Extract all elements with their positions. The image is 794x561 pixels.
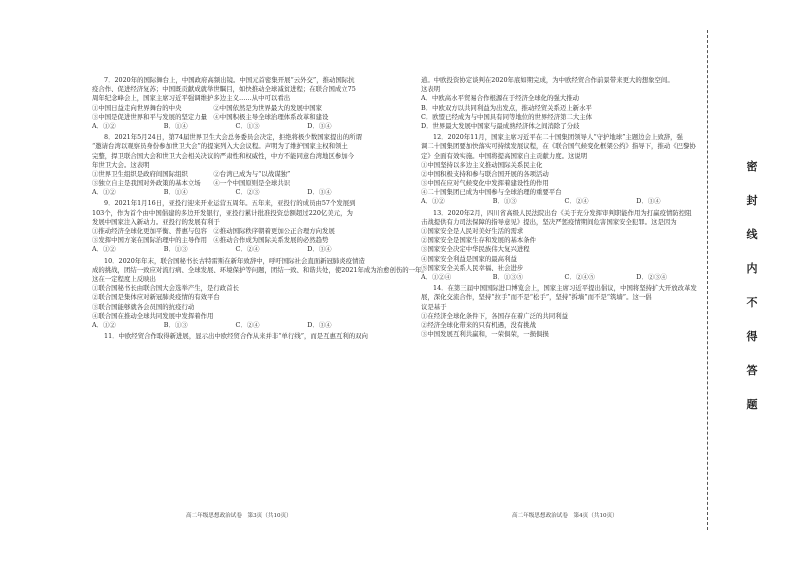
answer-option: A．①② — [421, 197, 445, 206]
text-line: 展，深化交流合作，坚持“拉手”而不是“松手”，坚持“拆墙”而不是“筑墙”。这一倡 — [421, 293, 652, 302]
answer-option: D．③④ — [307, 188, 332, 197]
text-line: 发展中国家注入新动力。亚投行的发展有利于 — [92, 217, 220, 226]
answer-option: A．①② — [92, 245, 116, 254]
text-line: 击战提供有力司法保障的指导意见》提出，坚决严惩疫情期间危害国家安全犯罪。这是因为 — [421, 217, 677, 226]
text-line: 定》全面有效实施。中国将提高国家自主贡献力度。这说明 — [421, 151, 588, 160]
text-line: 年世卫大会。这表明 — [92, 160, 150, 169]
answer-option: B．①④ — [163, 188, 188, 197]
seal-char: 密 — [746, 160, 758, 173]
answer-option: D．③④ — [307, 121, 332, 130]
text-line: 周年纪念峰会上，国家主席习近平强调维护多边主义……从中可以看出 — [92, 94, 291, 103]
question-stem: 12．2020年11月，国家主席习近平在二十国集团领导人“守护地球”主题边会上致辞，强 — [433, 133, 683, 142]
text-line: ③发挥中国方案在国际治理中的主导作用 ④推动合作成为国际关系发展的必然趋势 — [92, 236, 329, 245]
answer-option: D．②③④ — [636, 272, 667, 281]
page-footer-right: 高二年级思想政治试卷 第4页（共10页） — [512, 513, 618, 519]
seal-char: 答 — [746, 364, 758, 377]
answer-option: C．②④ — [235, 320, 260, 329]
answer-options — [92, 321, 379, 330]
answer-option: C．②④ — [564, 197, 589, 206]
text-line: A．中欧高水平贸易合作根源在于经济全球化的强大推动 — [421, 94, 579, 103]
question-stem: 10．2020年年末，联合国秘书长古特雷斯在新年致辞中，呼吁国际社会直面新冠肺炎疫情造 — [104, 256, 365, 265]
question-stem: 13．2020年2月，四川省高级人民法院出台《关于充分发挥审判职能作用为打赢疫情防控阻 — [433, 208, 692, 217]
text-line: ③国家安全决定中华民族伟大复兴进程 — [421, 245, 530, 254]
seal-notice — [742, 160, 762, 432]
seal-char: 题 — [746, 398, 758, 411]
question-stem: 14．在第三届中国国际进口博览会上，国家主席习近平提出倡议，中国将坚持扩大开放改革发 — [433, 284, 697, 293]
text-line: ④国家安全利益是国家的最高利益 — [421, 254, 517, 263]
answer-options — [92, 122, 379, 131]
text-line: “邀请台湾以观察员身份参加世卫大会”的提案列入大会议程。声明为了维护国家主权和领土 — [92, 142, 348, 151]
seal-char: 不 — [746, 296, 758, 309]
answer-option: C．②③ — [235, 188, 260, 197]
text-line: ③独立自主是我国对外政策的基本立场 ④一个中国原则是全球共识 — [92, 179, 291, 188]
seal-dashed-line — [707, 30, 708, 530]
answer-option: C．①③ — [235, 121, 260, 130]
right-column — [421, 76, 708, 339]
text-line: ④联合国在推动全球共同发展中发挥着作用 — [92, 311, 214, 320]
question-stem: 8．2021年5月24日，第74届世界卫生大会总务委员会决定，拒绝将极少数国家提出的所谓 — [104, 133, 362, 142]
answer-option: A．①② — [92, 121, 116, 130]
question-stem: 7．2020年的国际舞台上，中国政府高频出镜。中国元首密集开展“云外交”，推动国际抗 — [104, 76, 355, 84]
text-line: ④二十国集团已成为中国参与全球治理的重要平台 — [421, 188, 562, 197]
answer-option: A．①②④ — [421, 272, 452, 281]
text-line: ⑤国家安全关系人民幸福、社会进步 — [421, 263, 524, 272]
text-line: ①中国坚持以多边主义推动国际关系民主化 — [421, 160, 543, 169]
seal-char: 线 — [746, 228, 758, 241]
page-footer-left: 高二年级思想政治试卷 第3页（共10页） — [186, 513, 292, 519]
answer-option: B．①③⑤ — [492, 272, 524, 281]
text-line: 这在一定程度上反映出 — [92, 274, 156, 283]
text-line: ②中国积极支持和参与联合国开展的各项活动 — [421, 169, 549, 178]
answer-option: B．①③ — [492, 197, 517, 206]
text-line: ①中国日益走向世界舞台的中央 ②中国依然是为世界最大的发展中国家 — [92, 103, 323, 112]
text-line: B．中欧双方以共同利益为出发点，推动经贸关系迈上新水平 — [421, 103, 592, 112]
seal-char: 内 — [746, 262, 758, 275]
answer-option: C．②④⑤ — [564, 272, 595, 281]
question-stem: 11．中欧经贸合作取得新进展，显示出中欧经贸合作从来并非“单行线”，而是互惠互利的双向 — [104, 332, 368, 341]
text-line: 103个，作为首个由中国倡建的多边开发银行，亚投行累计批准投资总额超过220亿美元，为 — [92, 208, 353, 217]
text-line: 调二十国集团要加快落实可持续发展议程，在《联合国气候变化框架公约》指导下，推动《巴黎协 — [421, 142, 696, 151]
text-line: ①推动经济全球化更加平衡、普惠与包容 ②推动国际秩序朝着更加公正合理方向发展 — [92, 227, 335, 235]
answer-option: D．③④ — [307, 245, 332, 254]
text-line: ③中国是促进世界和平与发展的坚定力量 ④中国积极主导全球治理体系改革和建设 — [92, 112, 329, 121]
text-line: C．欧盟已经成为与中国具有同等地位的世界经济第二大主体 — [421, 112, 593, 121]
answer-option: A．①② — [92, 320, 116, 329]
text-line: 议是基于 — [421, 302, 447, 311]
seal-char: 得 — [746, 330, 758, 343]
text-line: ①国家安全是人民对美好生活的需求 — [421, 227, 524, 235]
question-stem: 9．2021年1月16日，亚投行迎来开业运营五周年。五年来，亚投行的成员由57个发展到 — [104, 199, 356, 208]
left-column — [92, 76, 428, 341]
text-line: ①联合国秘书长由联合国大会选举产生，是行政首长 — [92, 284, 239, 293]
text-line: 这表明 — [421, 85, 441, 94]
answer-option: D．③④ — [307, 320, 332, 329]
answer-options — [92, 245, 379, 254]
text-line: ①世界卫生组织是政府间国际组织 ②台湾已成为与“以战谋独” — [92, 169, 291, 178]
text-line: ②经济全球化带来的只有机遇，没有挑战 — [421, 320, 537, 329]
answer-options — [421, 273, 708, 282]
answer-options — [421, 197, 708, 206]
text-line: ①在经济全球化条件下，各国存在着广泛的共同利益 — [421, 311, 568, 320]
text-line: ②联合国是集体应对新冠肺炎疫情的有效平台 — [92, 293, 220, 302]
text-line: ②国家安全是国家生存和发展的基本条件 — [421, 236, 537, 245]
text-line: ③联合国能够就各会员国的抗疫行动 — [92, 302, 195, 311]
text-line: ③中国发展互利共赢和，一荣俱荣，一损俱损 — [421, 330, 549, 339]
answer-options — [92, 188, 379, 197]
text-line: 疫合作、促进经济复苏；中国既贡献成就举世瞩目，如快推动全球减贫进程；在联合国成立75 — [92, 85, 356, 94]
text-line: 成的挑战，团结一致应对流行病、全球发展、环境保护等问题，团结一致、和谐共处，使2021年成为治愈创伤的一年。 — [92, 265, 428, 274]
answer-option: B．①③ — [163, 245, 188, 254]
answer-option: B．①④ — [163, 121, 188, 130]
seal-char: 封 — [746, 194, 758, 207]
text-line: 完整，捍卫联合国大会和世卫大会相关决议的严肃性和权威性，中方不能同意台湾地区参加今 — [92, 151, 355, 160]
answer-option: C．②④ — [235, 245, 260, 254]
answer-option: B．①③ — [163, 320, 188, 329]
text-line: ③中国在应对气候变化中发挥着建设性的作用 — [421, 179, 549, 188]
text-line: D．世界最大发展中国家与最成熟经济体之间消除了分歧 — [421, 121, 580, 130]
answer-option: A．①② — [92, 188, 116, 197]
answer-option: D．③④ — [636, 197, 661, 206]
text-line: 道。中欧投资协定谈判在2020年底如期完成，为中欧经贸合作前景带来更大的想象空间。 — [421, 76, 674, 84]
